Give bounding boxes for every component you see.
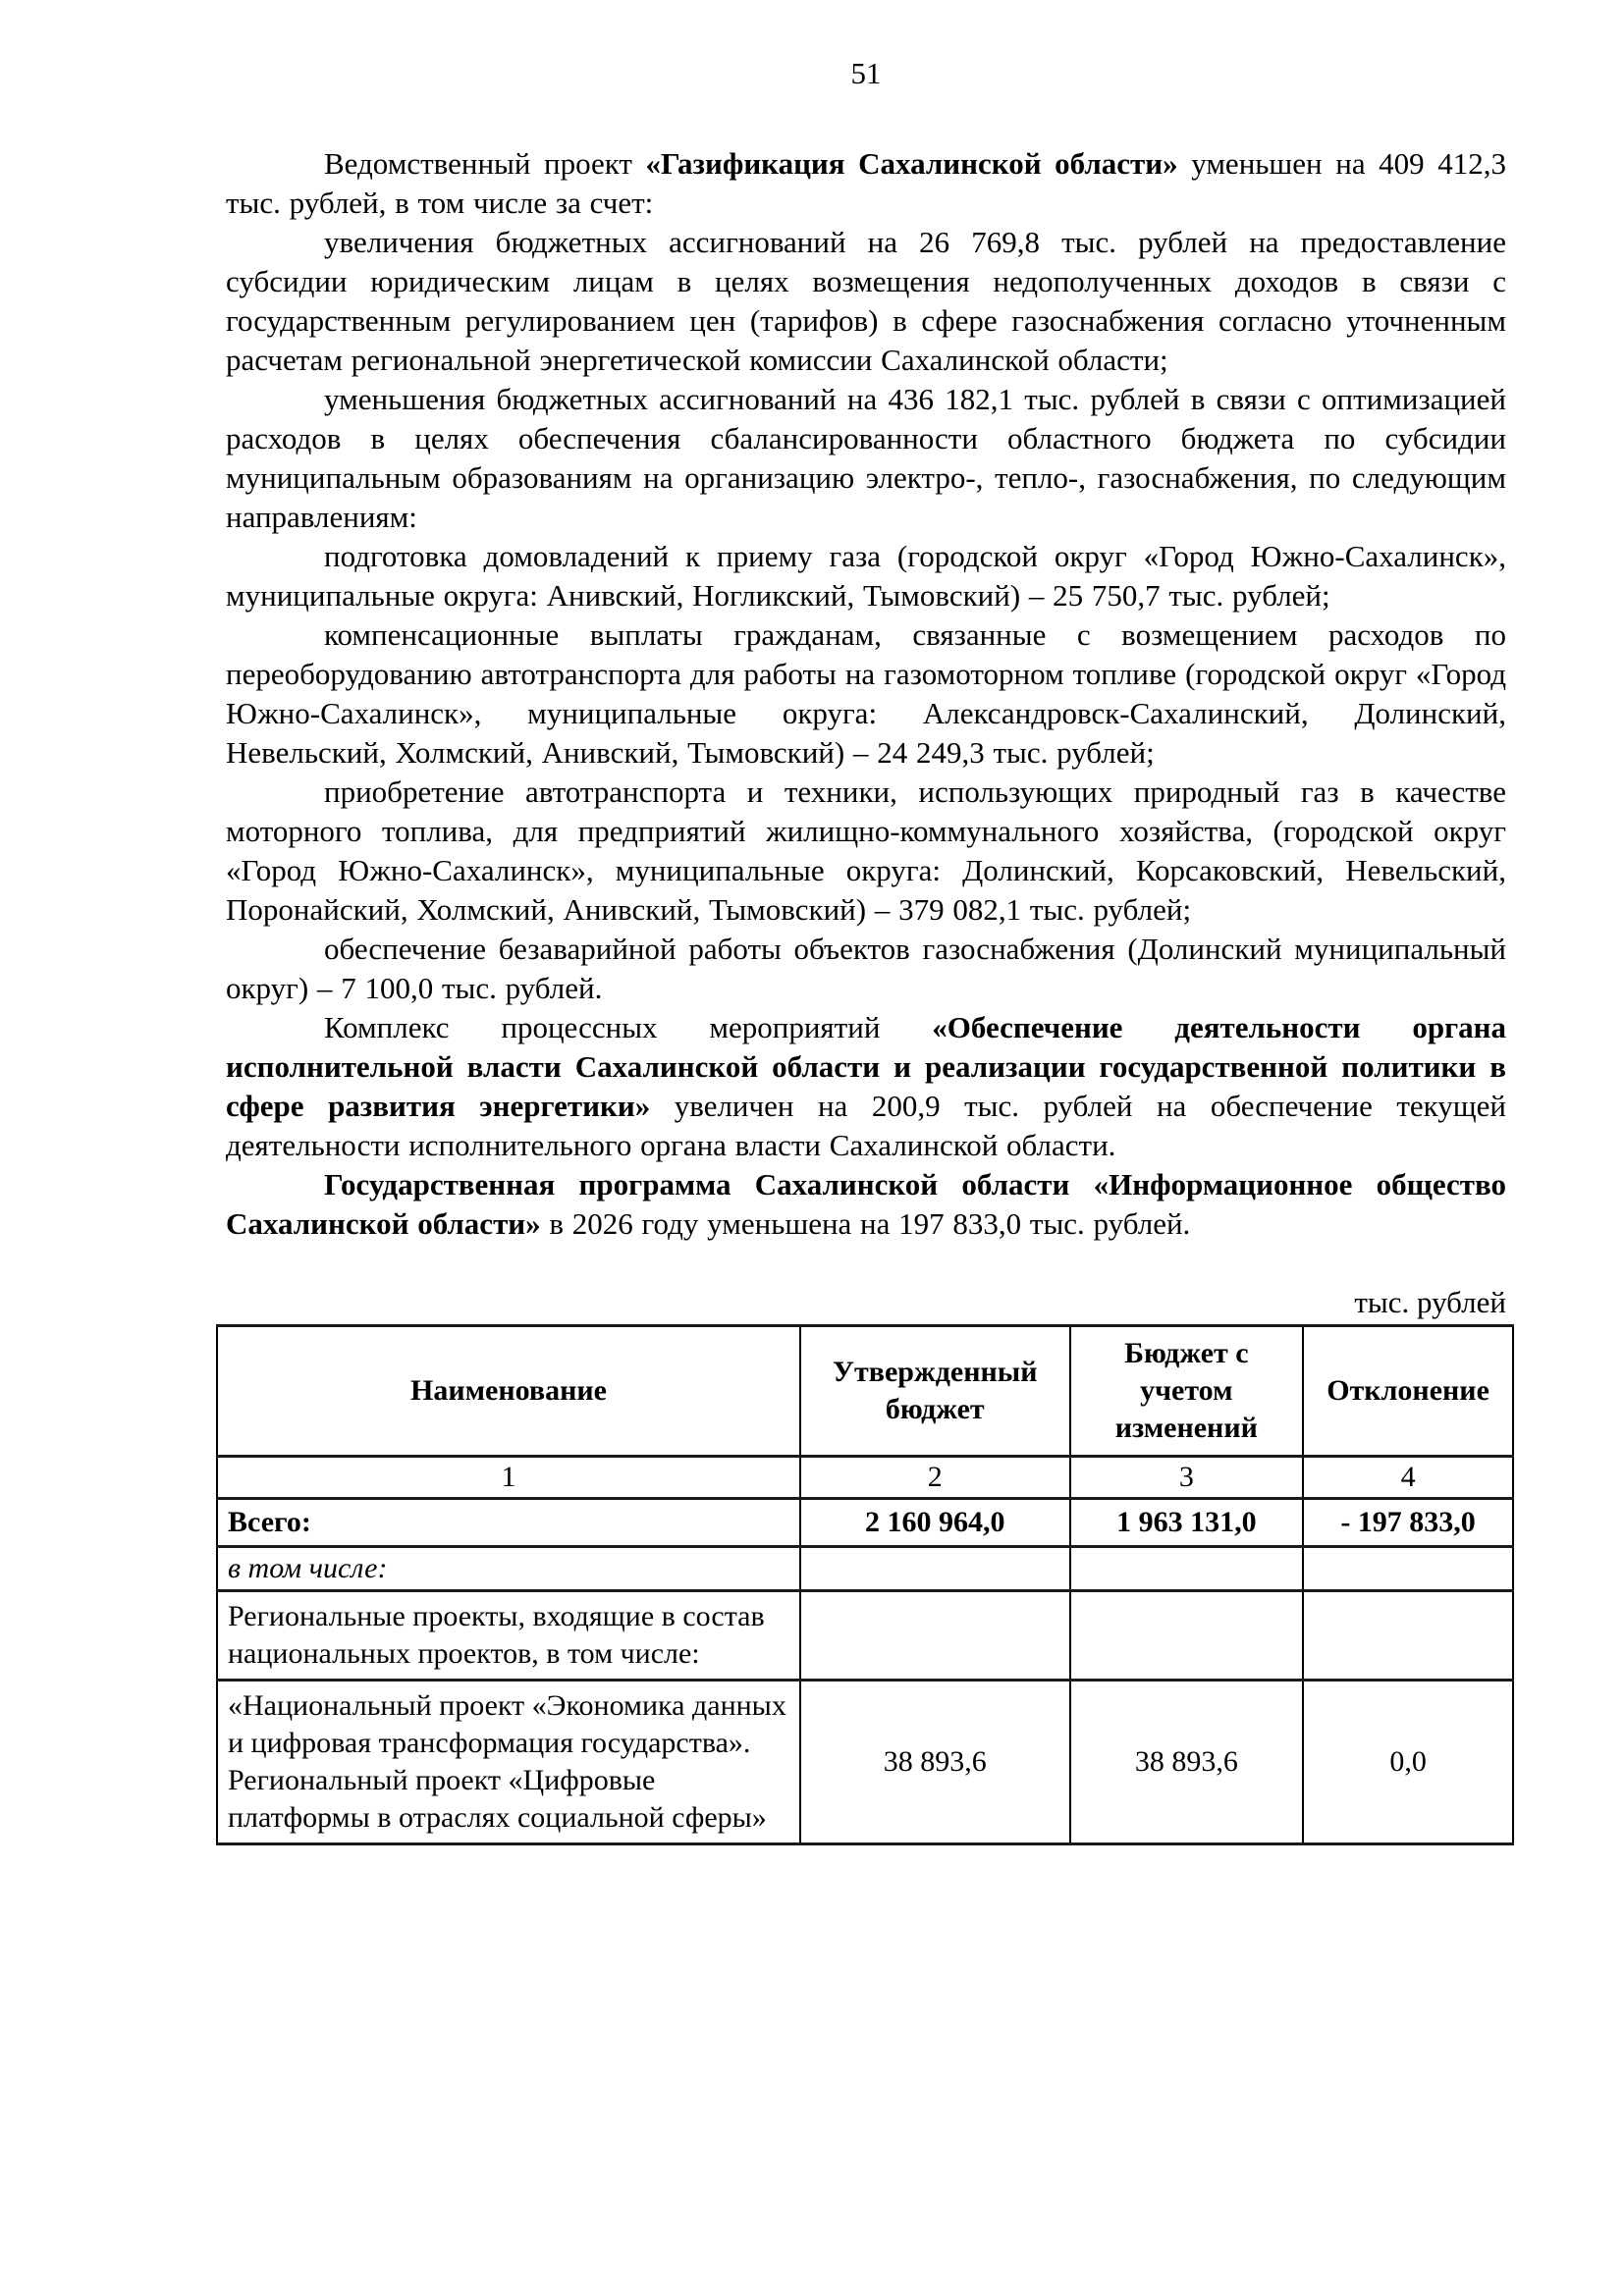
table-header-row	[217, 1326, 1513, 1457]
column-number-row	[217, 1457, 1513, 1499]
paragraph-decrease-appropriations: уменьшения бюджетных ассигнований на 436 182,1 тыс. рублей в связи с оптимизацией расходов в целях обеспечения сбалансированности областного бюджета по субсидии муниципальным образованиям на организацию электро-, тепло-, газоснабжения, по следующим направлениям:	[226, 382, 1506, 534]
cell-total-adjusted: 1 963 131,0	[1070, 1499, 1304, 1547]
cell-national-deviation: 0,0	[1303, 1681, 1513, 1844]
paragraph-increase-appropriations: увеличения бюджетных ассигнований на 26 769,8 тыс. рублей на предоставление субсидии юридическим лицам в целях возмещения недополученных доходов в связи с государственным регулированием цен (тарифов) в сфере газоснабжения согласно уточненным расчетам региональной энергетической комиссии Сахалинской области;	[226, 225, 1506, 377]
paragraph-state-program	[226, 1165, 1506, 1244]
table-row-including	[217, 1547, 1513, 1591]
program-title-bold: Государственная программа Сахалинской области «Информационное общество Сахалинской области»	[226, 1167, 1506, 1241]
project-title-bold: «Газификация Сахалинской области»	[645, 146, 1178, 181]
paragraph-text: в 2026 году уменьшена на 197 833,0 тыс. рублей.	[540, 1206, 1191, 1241]
paragraph-vehicle-purchase: приобретение автотранспорта и техники, использующих природный газ в качестве моторного топлива, для предприятий жилищно-коммунального хозяйства, (городской округ «Город Южно-Сахалинск», муниципальные округа: Долинский, Корсаковский, Невельский, Поронайский, Холмский, Анивский, Тымовский) – 379 082,1 тыс. рублей;	[226, 774, 1506, 927]
column-number-2: 2	[800, 1457, 1070, 1499]
cell-including-adjusted	[1070, 1547, 1304, 1591]
column-number-4: 4	[1303, 1457, 1513, 1499]
header-deviation: Отклонение	[1303, 1326, 1513, 1457]
column-number-1: 1	[217, 1457, 800, 1499]
column-number-3: 3	[1070, 1457, 1304, 1499]
header-approved-budget: Утвержденный бюджет	[800, 1326, 1070, 1457]
page-number: 51	[850, 56, 882, 90]
table-row-regional-projects	[217, 1591, 1513, 1681]
cell-regional-label: Региональные проекты, входящие в состав национальных проектов, в том числе:	[217, 1591, 800, 1681]
cell-total-label: Всего:	[217, 1499, 800, 1547]
paragraph-text: Комплекс процессных мероприятий	[324, 1010, 933, 1044]
paragraph-gazification	[226, 144, 1506, 223]
paragraph-text: уменьшен на 409 412,3 тыс. рублей, в том числе за счет:	[226, 146, 1506, 220]
cell-national-adjusted: 38 893,6	[1070, 1681, 1304, 1844]
paragraph-text: увеличен на 200,9 тыс. рублей на обеспечение текущей деятельности исполнительного органа власти Сахалинской области.	[226, 1089, 1507, 1162]
paragraph-households-gas: подготовка домовладений к приему газа (городской округ «Город Южно-Сахалинск», муниципальные округа: Анивский, Ногликский, Тымовский) – 25 750,7 тыс. рублей;	[226, 539, 1506, 613]
header-adjusted-budget: Бюджет с учетом изменений	[1070, 1326, 1304, 1457]
cell-national-label: «Национальный проект «Экономика данных и цифровая трансформация государства». Региональный проект «Цифровые платформы в отраслях социальной сферы»	[217, 1681, 800, 1844]
paragraph-process-measures	[226, 1008, 1506, 1165]
table-row-national-project	[217, 1681, 1513, 1844]
table-row-total	[217, 1499, 1513, 1547]
cell-national-approved: 38 893,6	[800, 1681, 1070, 1844]
paragraph-text: Ведомственный проект	[324, 146, 646, 181]
cell-regional-adjusted	[1070, 1591, 1304, 1681]
measures-title-bold: «Обеспечение деятельности органа исполнительной власти Сахалинской области и реализации государственной политики в сфере развития энергетики»	[226, 1010, 1507, 1123]
cell-total-deviation: - 197 833,0	[1303, 1499, 1513, 1547]
cell-including-label: в том числе:	[217, 1547, 800, 1591]
cell-regional-deviation	[1303, 1591, 1513, 1681]
table-unit-label: тыс. рублей	[1354, 1285, 1506, 1319]
paragraph-accident-free-operation: обеспечение безаварийной работы объектов газоснабжения (Долинский муниципальный округ) – 7 100,0 тыс. рублей.	[226, 932, 1506, 1005]
cell-total-approved: 2 160 964,0	[800, 1499, 1070, 1547]
cell-regional-approved	[800, 1591, 1070, 1681]
header-name: Наименование	[217, 1326, 800, 1457]
cell-including-deviation	[1303, 1547, 1513, 1591]
cell-including-approved	[800, 1547, 1070, 1591]
paragraph-compensation-payments: компенсационные выплаты гражданам, связанные с возмещением расходов по переоборудованию автотранспорта для работы на газомоторном топливе (городской округ «Город Южно-Сахалинск», муниципальные округа: Александровск-Сахалинский, Долинский, Невельский, Холмский, Анивский, Тымовский) – 24 249,3 тыс. рублей;	[226, 617, 1506, 770]
budget-table	[216, 1324, 1514, 1845]
